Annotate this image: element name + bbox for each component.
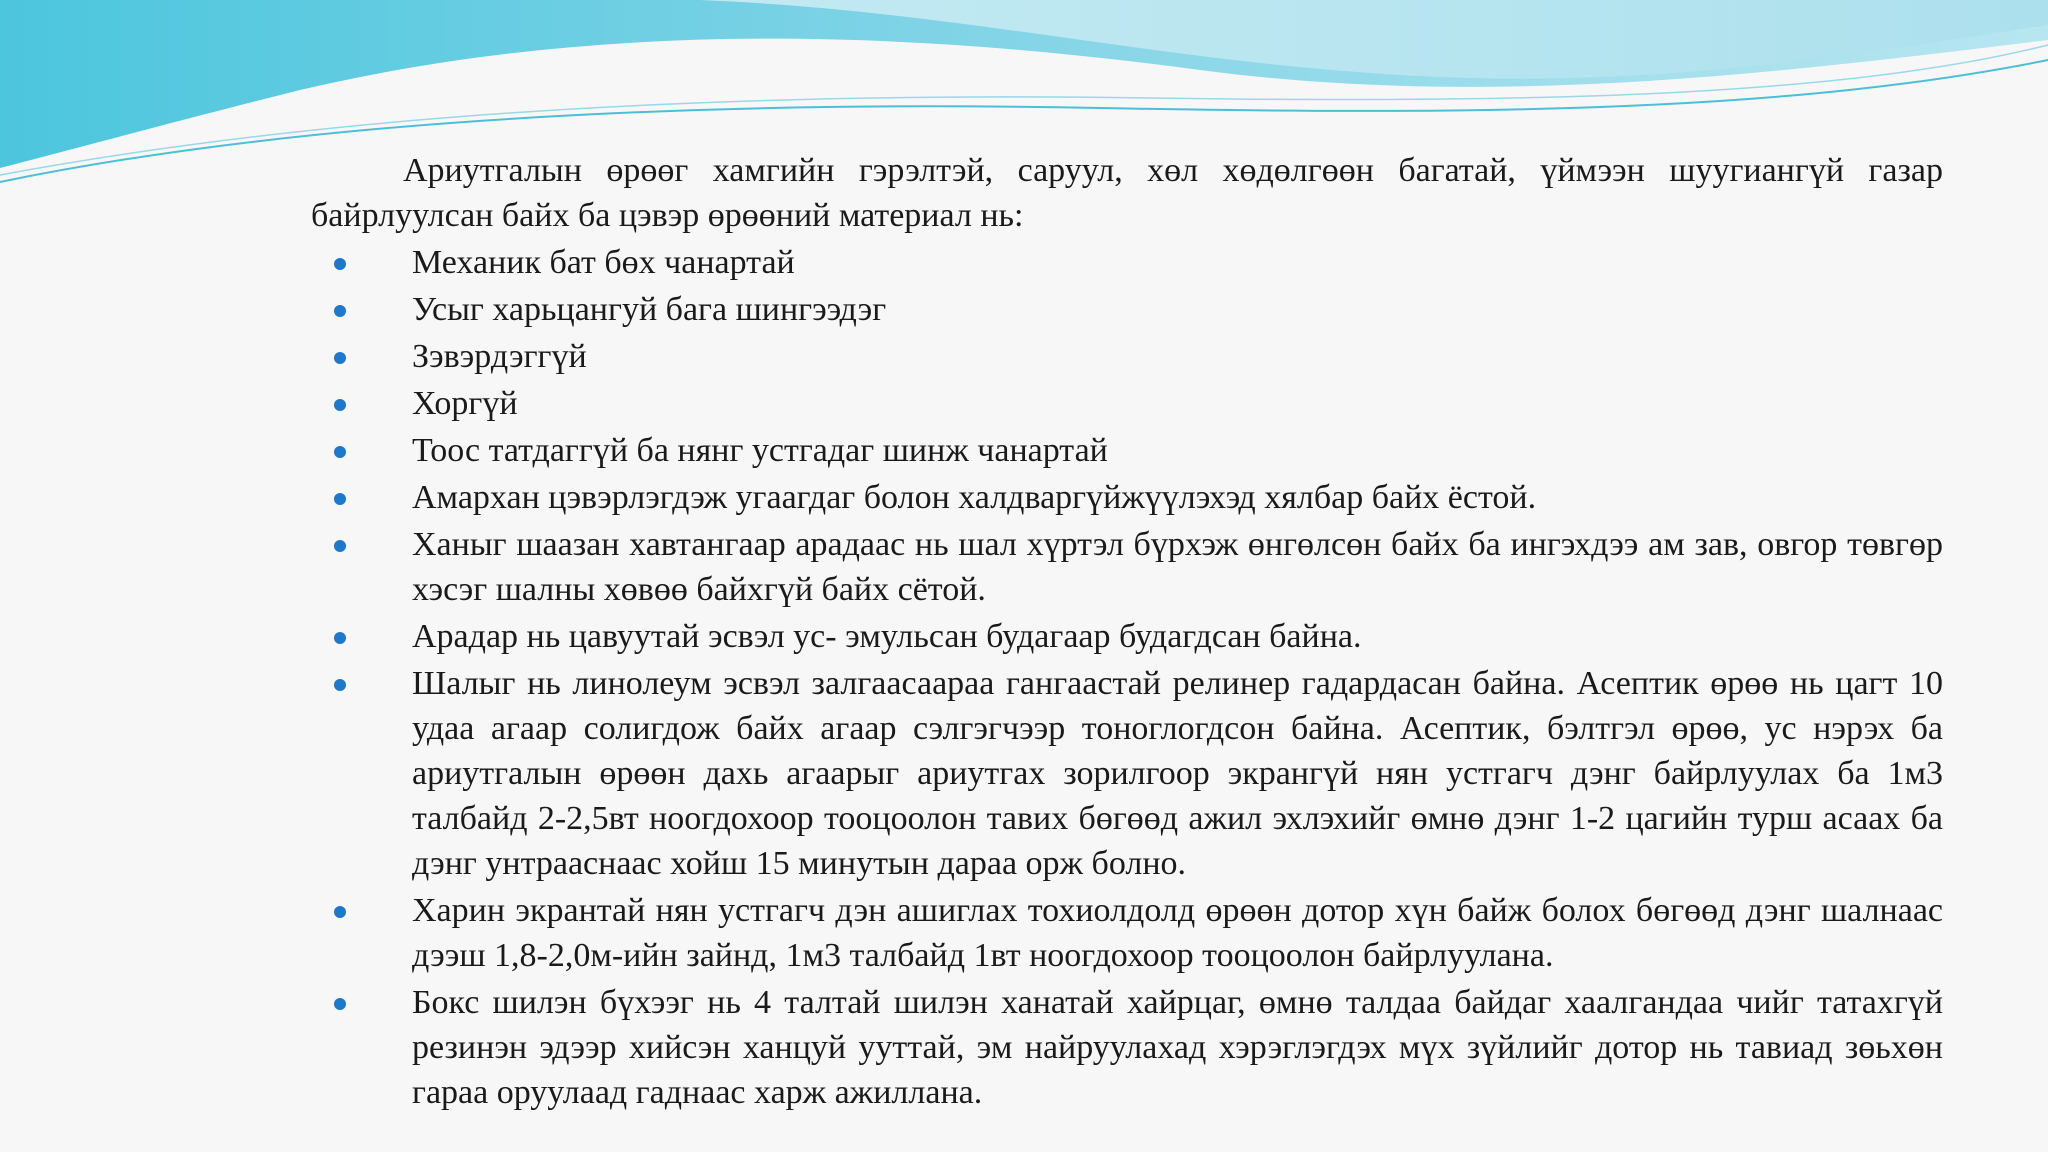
list-item — [311, 428, 1943, 473]
bullet-icon — [311, 240, 412, 285]
list-item-text: Хоргүй — [412, 385, 518, 422]
list-item-text: Арадар нь цавуутай эсвэл ус- эмульсан будагаар будагдсан байна. — [412, 618, 1362, 655]
bullet-icon — [311, 287, 412, 332]
list-item — [311, 614, 1943, 659]
list-item-text: Усыг харьцангуй бага шингээдэг — [412, 291, 887, 328]
list-item — [311, 334, 1943, 379]
bullet-icon — [311, 428, 412, 473]
list-item — [311, 980, 1943, 1115]
list-item — [311, 240, 1943, 285]
bullet-icon — [311, 522, 412, 567]
list-item — [311, 522, 1943, 612]
bullet-icon — [311, 888, 412, 933]
bullet-list — [311, 240, 1943, 1115]
bullet-icon — [311, 614, 412, 659]
bullet-icon — [311, 475, 412, 520]
slide-content — [311, 148, 1943, 1115]
bullet-icon — [311, 980, 412, 1025]
list-item-text: Тоос татдаггүй ба нянг устгадаг шинж чанартай — [412, 432, 1108, 469]
intro-paragraph: Ариутгалын өрөөг хамгийн гэрэлтэй, саруул, хөл хөдөлгөөн багатай, үймээн шуугиангүй газар байрлуулсан байх ба цэвэр өрөөний материал нь: — [311, 152, 1943, 234]
list-item-text: Механик бат бөх чанартай — [412, 244, 795, 281]
list-item-text: Амархан цэвэрлэгдэж угаагдаг болон халдваргүйжүүлэхэд хялбар байх ёстой. — [412, 479, 1537, 516]
bullet-icon — [311, 334, 412, 379]
list-item — [311, 888, 1943, 978]
list-item-text: Зэвэрдэггүй — [412, 338, 587, 375]
list-item — [311, 475, 1943, 520]
list-item-text: Шалыг нь линолеум эсвэл залгаасаараа гангаастай релинер гадардасан байна. Асептик өрөө нь цагт 10 удаа агаар солигдож байх агаар сэлгэгчээр тоноглогдсон байна. Асептик, бэлтгэл өрөө, ус нэрэх ба ариутгалын өрөөн дахь агаарыг ариутгах зорилгоор экрангүй нян устгагч дэнг байрлуулах ба 1м3 талбайд 2-2,5вт ноогдохоор тооцоолон тавих бөгөөд ажил эхлэхийг өмнө дэнг 1-2 цагийн турш асаах ба дэнг унтраасн​аас хойш 15 минутын дараа орж болно. — [412, 665, 1943, 882]
list-item — [311, 287, 1943, 332]
bullet-icon — [311, 381, 412, 426]
bullet-icon — [311, 661, 412, 706]
list-item-text: Харин экрантай нян устгагч дэн ашиглах тохиолдолд өрөөн дотор хүн байж болох бөгөөд дэнг шалнаас дээш 1,8-2,0м-ийн зайнд, 1м3 талбайд 1вт ноогдохоор тооцоолон байрлуулана. — [412, 892, 1943, 974]
list-item-text: Бокс шилэн бүхээг нь 4 талтай шилэн ханатай хайрцаг, өмнө талдаа байдаг хаалгандаа чийг татахгүй резинэн эдээр хийсэн ханцуй ууттай, эм найруулахад хэрэглэгдэх мүх зүйлийг дотор нь тавиад зөьхөн гараа оруулаад гаднаас харж ажиллана. — [412, 984, 1943, 1111]
list-item — [311, 381, 1943, 426]
list-item-text: Ханыг шаазан хавтангаар арадаас нь шал хүртэл бүрхэж өнгөлсөн байх ба ингэхдээ ам зав, овгор төвгөр хэсэг шалны хөвөө байхгүй байх сётой. — [412, 526, 1943, 608]
list-item — [311, 661, 1943, 886]
